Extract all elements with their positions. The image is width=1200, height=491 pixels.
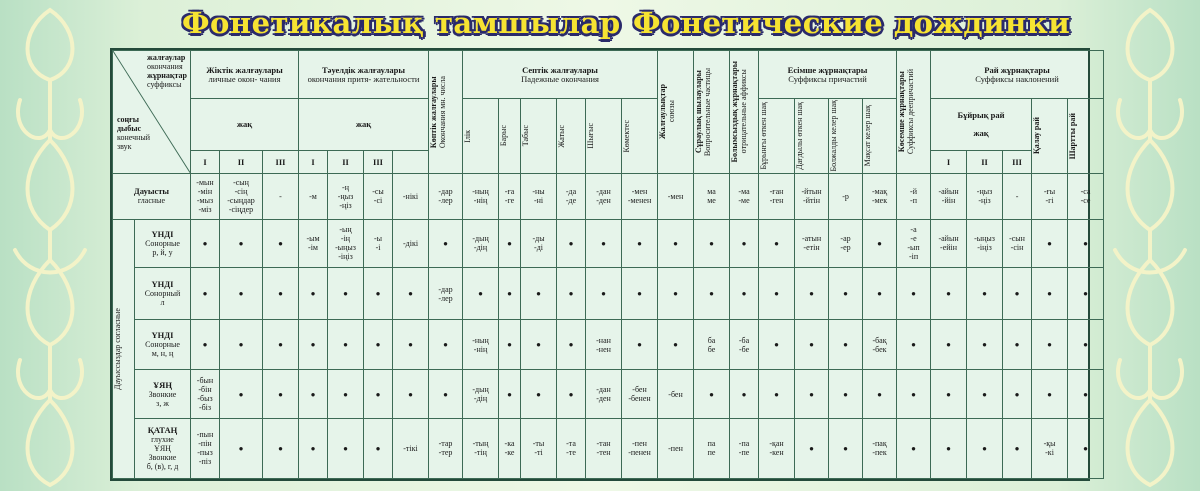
table-cell: -й -п	[897, 173, 931, 219]
esimshe-col-3-label: Мақсат келер шақ	[863, 105, 873, 167]
kalau-rai-label: Қалау рай	[1032, 117, 1042, 155]
row-label	[135, 370, 191, 418]
title-ru: Фонетические дождинки	[633, 6, 1071, 40]
phonetic-table	[112, 50, 1104, 479]
table-cell: -па -пе	[730, 418, 759, 478]
table-cell: ●	[364, 267, 393, 319]
table-cell: ●	[263, 418, 299, 478]
table-cell: ●	[299, 370, 328, 418]
table-cell: ●	[1032, 267, 1068, 319]
group-suraulyk-ru: Вопросительные частицы	[703, 67, 713, 156]
table-cell: ●	[829, 320, 863, 370]
row-label-ru: глухие ҰЯҢ Звонкие б, (в), г, д	[146, 434, 179, 471]
table-cell: ●	[1003, 267, 1032, 319]
table-cell: ●	[897, 320, 931, 370]
table-cell: ●	[730, 219, 759, 267]
row-label-ru: Сонорные р, й, у	[145, 238, 180, 257]
table-cell: ●	[220, 219, 263, 267]
table-cell: ●	[694, 219, 730, 267]
table-cell: ●	[829, 267, 863, 319]
table-cell: ●	[658, 320, 694, 370]
corner-bottom-kz: соңғы	[117, 114, 140, 124]
row-label-ru: гласные	[137, 196, 166, 206]
table-cell: ●	[499, 267, 521, 319]
table-cell: ●	[1068, 267, 1104, 319]
table-cell: -сы -сі	[364, 173, 393, 219]
table-cell: -ар -ер	[829, 219, 863, 267]
row-label	[135, 320, 191, 370]
table-cell: ●	[220, 370, 263, 418]
table-cell: ●	[463, 267, 499, 319]
table-row	[113, 219, 1104, 267]
table-cell: -пен -пенен	[622, 418, 658, 478]
row-label	[135, 418, 191, 478]
table-cell: -дан -ден	[586, 370, 622, 418]
esimshe-col-2	[829, 99, 863, 173]
table-cell: -дар -лер	[429, 173, 463, 219]
group-koptik-ru: Окончания мн. числа	[438, 75, 448, 148]
group-jalgaulyktar-ru: союзы	[667, 100, 677, 123]
group-kosemshe	[897, 51, 931, 174]
corner-bottom-ru: конечный	[117, 132, 151, 142]
corner-top-kz: жалғаулар	[147, 53, 186, 62]
table-cell: ●	[521, 320, 557, 370]
case-2	[521, 99, 557, 173]
table-cell: ●	[967, 418, 1003, 478]
table-cell: -ған -ген	[759, 173, 795, 219]
table-cell: -ның -нің	[463, 173, 499, 219]
row-label	[113, 173, 191, 219]
table-cell: -ба -бе	[730, 320, 759, 370]
esimshe-col-2-label: Болжалды келер шақ	[829, 100, 839, 172]
table-cell: ●	[557, 267, 586, 319]
table-cell: ●	[931, 267, 967, 319]
group-jiktik-kz: Жіктік жалғаулары	[206, 64, 283, 75]
table-cell: ●	[622, 219, 658, 267]
table-cell: ●	[429, 219, 463, 267]
table-cell: ●	[795, 370, 829, 418]
table-cell: -қан -кен	[759, 418, 795, 478]
taueldik-jak: жақ	[299, 99, 429, 151]
group-esimshe	[759, 51, 897, 99]
table-cell: ●	[795, 418, 829, 478]
table-cell: -мен	[658, 173, 694, 219]
table-cell: -дың -дің	[463, 370, 499, 418]
row-label-kz: ҰЯҢ	[153, 379, 172, 390]
corner-cell	[113, 51, 191, 174]
row-label-ru: Сонорные м, н, ң	[145, 340, 180, 359]
table-cell: ●	[429, 320, 463, 370]
table-cell: ●	[931, 320, 967, 370]
table-cell: ●	[967, 267, 1003, 319]
group-septik-kz: Септік жалғаулары	[522, 64, 598, 75]
table-cell: ●	[364, 418, 393, 478]
row-label	[135, 219, 191, 267]
table-cell: -мен -менен	[622, 173, 658, 219]
table-cell: -ың -ің -ыңыз -іңіз	[328, 219, 364, 267]
table-cell: ●	[586, 219, 622, 267]
table-cell: -ка -ке	[499, 418, 521, 478]
table-row	[113, 418, 1104, 478]
group-bolymsyz-ru: отрицательные аффиксы	[739, 69, 749, 154]
table-cell: ●	[586, 267, 622, 319]
group-jiktik-ru: личные окон- чания	[208, 73, 281, 84]
table-cell: -атын -етін	[795, 219, 829, 267]
table-cell: ●	[557, 370, 586, 418]
title-kz: Фонетикалық тамшылар	[182, 6, 621, 40]
table-cell: ●	[328, 370, 364, 418]
row-label-kz: ҮНДІ	[151, 279, 174, 290]
group-rai	[931, 51, 1104, 99]
sharty-rai-label: Шартты рай	[1068, 112, 1078, 160]
table-cell: ●	[863, 370, 897, 418]
table-cell: ●	[299, 267, 328, 319]
table-cell: ба бе	[694, 320, 730, 370]
group-jalgaulyktar-kz: Жалғаулықтар	[658, 84, 668, 140]
group-jiktik	[191, 51, 299, 99]
case-5-label: Көмектес	[622, 119, 632, 153]
table-row	[113, 173, 1104, 219]
table-cell: па пе	[694, 418, 730, 478]
esimshe-col-3	[863, 99, 897, 173]
table-cell: ●	[1032, 320, 1068, 370]
table-cell: -йтын -йтін	[795, 173, 829, 219]
table-cell: ●	[220, 320, 263, 370]
table-cell: ●	[694, 370, 730, 418]
table-cell: ●	[263, 320, 299, 370]
buiryk-kz: Бұйрық рай	[957, 110, 1005, 121]
corner-top-ru: суффиксы	[147, 80, 182, 89]
header-row-2	[113, 99, 1104, 151]
group-suraulyk	[694, 51, 730, 174]
table-cell: ●	[730, 267, 759, 319]
case-1-label: Барыс	[499, 125, 509, 147]
table-cell: ●	[499, 370, 521, 418]
table-cell: ●	[299, 418, 328, 478]
table-cell: -нан -нен	[586, 320, 622, 370]
table-cell: ●	[328, 418, 364, 478]
case-4	[586, 99, 622, 173]
group-rai-kz: Рай жұрнақтары	[984, 64, 1050, 75]
table-cell: ●	[429, 370, 463, 418]
table-cell: ●	[863, 267, 897, 319]
phonetic-table-board	[110, 48, 1090, 481]
table-cell: ●	[795, 320, 829, 370]
group-jalgaulyktar	[658, 51, 694, 174]
esimshe-col-1	[795, 99, 829, 173]
table-cell: -сын -сін	[1003, 219, 1032, 267]
kalau-rai	[1032, 99, 1068, 173]
table-cell: ●	[863, 219, 897, 267]
table-cell: -та -те	[557, 418, 586, 478]
table-cell: -мақ -мек	[863, 173, 897, 219]
table-cell: ●	[191, 320, 220, 370]
table-cell: -бен	[658, 370, 694, 418]
table-cell: ●	[263, 219, 299, 267]
table-cell: ●	[557, 219, 586, 267]
table-cell: ●	[1003, 320, 1032, 370]
group-kosemshe-ru: Суффиксы деепричастий	[906, 69, 916, 155]
corner-top-kz2: окончания	[147, 62, 183, 71]
table-cell: -дың -дің	[463, 219, 499, 267]
buiryk-person-2: II	[967, 151, 1003, 173]
taueldik-person-3: III	[364, 151, 393, 173]
table-cell: ●	[897, 370, 931, 418]
table-cell: -тан -тен	[586, 418, 622, 478]
table-cell: ●	[658, 219, 694, 267]
table-cell: ●	[220, 267, 263, 319]
row-label-kz: ҮНДІ	[151, 228, 174, 239]
jiktik-person-2: II	[220, 151, 263, 173]
esimshe-col-0-label: Бұрынғы өткен шақ	[759, 102, 769, 170]
table-cell: ●	[499, 320, 521, 370]
table-cell: -	[1003, 173, 1032, 219]
table-cell: ●	[1032, 370, 1068, 418]
group-bolymsyz-kz: Болымсыздық жұрнақтары	[730, 61, 740, 163]
esimshe-col-1-label: Дағдылы өткен шақ	[795, 102, 805, 170]
table-row	[113, 320, 1104, 370]
header-row-1	[113, 51, 1104, 99]
table-cell: -ым -ім	[299, 219, 328, 267]
table-cell: ●	[191, 219, 220, 267]
esimshe-col-0	[759, 99, 795, 173]
table-cell: -қы -кі	[1032, 418, 1068, 478]
table-cell: -айын -ейін	[931, 219, 967, 267]
table-cell: -ы -і	[364, 219, 393, 267]
table-cell: ●	[393, 267, 429, 319]
table-cell: ●	[795, 267, 829, 319]
group-koptik-kz: Көптік жалғаулары	[429, 75, 439, 148]
table-cell: ●	[759, 219, 795, 267]
group-taueldik-ru: окончания притя- жательности	[307, 73, 420, 84]
group-esimshe-ru: Суффиксы причастий	[788, 73, 867, 84]
table-cell: ●	[364, 370, 393, 418]
table-cell: ●	[1003, 418, 1032, 478]
table-cell: -тікі	[393, 418, 429, 478]
table-cell: ●	[897, 418, 931, 478]
table-cell: ●	[1032, 219, 1068, 267]
table-cell: ●	[499, 219, 521, 267]
case-5	[622, 99, 658, 173]
table-cell: -тар -тер	[429, 418, 463, 478]
table-cell: ●	[364, 320, 393, 370]
buiryk-person-1: I	[931, 151, 967, 173]
table-cell: -бақ -бек	[863, 320, 897, 370]
table-cell: -ғы -гі	[1032, 173, 1068, 219]
table-cell: ●	[759, 267, 795, 319]
table-cell: ●	[1068, 320, 1104, 370]
row-label-kz: ҮНДІ	[151, 330, 174, 341]
table-cell: ●	[393, 320, 429, 370]
table-cell: -дікі	[393, 219, 429, 267]
table-cell: ●	[759, 370, 795, 418]
row-label-ru: Звонкие з, ж	[148, 389, 177, 408]
table-cell: ●	[759, 320, 795, 370]
group-taueldik-kz: Тәуелдік жалғаулары	[322, 64, 406, 75]
table-cell: ●	[328, 267, 364, 319]
taueldik-extra	[393, 151, 429, 173]
table-cell: -ның -нің	[463, 320, 499, 370]
table-cell: -са -се	[1068, 173, 1104, 219]
jiktik-person-3: III	[263, 151, 299, 173]
case-0	[463, 99, 499, 173]
table-cell: ●	[263, 267, 299, 319]
table-cell: ●	[730, 370, 759, 418]
table-cell: ●	[967, 320, 1003, 370]
table-cell: ●	[694, 267, 730, 319]
table-cell: ●	[1068, 219, 1104, 267]
table-cell: ●	[931, 370, 967, 418]
table-cell: -ны -ні	[521, 173, 557, 219]
table-cell: -тың -тің	[463, 418, 499, 478]
group-septik	[463, 51, 658, 99]
corner-top-kz3: жұрнақтар	[147, 71, 187, 80]
table-cell: -пен	[658, 418, 694, 478]
table-cell: ●	[622, 320, 658, 370]
table-cell: -	[263, 173, 299, 219]
table-cell: -р	[829, 173, 863, 219]
row-label-kz: ҚАТАҢ	[147, 424, 178, 435]
group-bolymsyz	[730, 51, 759, 174]
case-1	[499, 99, 521, 173]
table-cell: -ға -ге	[499, 173, 521, 219]
table-cell: -дар -лер	[429, 267, 463, 319]
table-cell: -сың -сің -сыңдар -сіңдер	[220, 173, 263, 219]
table-row	[113, 267, 1104, 319]
group-koptik	[429, 51, 463, 174]
case-2-label: Табыс	[521, 125, 531, 147]
table-cell: ●	[521, 370, 557, 418]
table-cell: -дан -ден	[586, 173, 622, 219]
right-ornament	[1100, 0, 1200, 491]
table-cell: -мын -мін -мыз -міз	[191, 173, 220, 219]
jiktik-jak: жақ	[191, 99, 299, 151]
table-cell: ма ме	[694, 173, 730, 219]
table-cell: ●	[1068, 418, 1104, 478]
table-cell: ●	[967, 370, 1003, 418]
table-cell: ●	[191, 267, 220, 319]
buiryk-person-3: III	[1003, 151, 1032, 173]
table-cell: ●	[829, 418, 863, 478]
case-4-label: Шығыс	[586, 123, 596, 149]
table-cell: -нікі	[393, 173, 429, 219]
jiktik-person-1: I	[191, 151, 220, 173]
row-label-kz: Дауысты	[133, 186, 170, 197]
buiryk-jak: жақ	[973, 128, 989, 139]
table-cell: -да -де	[557, 173, 586, 219]
table-cell: -ты -ті	[521, 418, 557, 478]
buiryk-header	[931, 99, 1032, 151]
side-label: Дауыссыздар согласные	[113, 307, 122, 390]
sharty-rai	[1068, 99, 1104, 173]
table-cell: -а -е -ып -іп	[897, 219, 931, 267]
group-suraulyk-kz: Сұраулық шылаулары	[694, 70, 704, 154]
table-cell: ●	[622, 267, 658, 319]
left-ornament	[0, 0, 100, 491]
case-3-label: Жатыс	[557, 124, 567, 148]
table-cell: ●	[521, 267, 557, 319]
table-cell: -ңыз -ңіз	[967, 173, 1003, 219]
table-cell: -бен -бенен	[622, 370, 658, 418]
table-cell: -ды -ді	[521, 219, 557, 267]
row-label	[135, 267, 191, 319]
table-cell: -м	[299, 173, 328, 219]
table-cell: ●	[328, 320, 364, 370]
table-cell: ●	[393, 370, 429, 418]
group-kosemshe-kz: Көсемше жұрнақтары	[897, 71, 907, 153]
taueldik-person-2: II	[328, 151, 364, 173]
table-cell: ●	[897, 267, 931, 319]
table-cell: -ң -ңыз -ңіз	[328, 173, 364, 219]
table-cell: ●	[1003, 370, 1032, 418]
case-3	[557, 99, 586, 173]
table-cell: -пақ -пек	[863, 418, 897, 478]
table-cell: ●	[220, 418, 263, 478]
table-cell: ●	[931, 418, 967, 478]
table-cell: -айын -йін	[931, 173, 967, 219]
group-rai-ru: Суффиксы наклонений	[975, 73, 1059, 84]
corner-bottom-ru2: звук	[117, 141, 132, 151]
table-cell: ●	[263, 370, 299, 418]
group-taueldik	[299, 51, 429, 99]
row-label-ru: Сонорный л	[144, 289, 181, 308]
table-cell: ●	[557, 320, 586, 370]
table-cell: -ыңыз -іңіз	[967, 219, 1003, 267]
table-cell: -бын -бін -быз -біз	[191, 370, 220, 418]
group-septik-ru: Падежные окончания	[521, 73, 599, 84]
group-esimshe-kz: Есімше жұрнақтары	[787, 64, 868, 75]
case-0-label: Ілік	[463, 129, 473, 143]
corner-bottom-kz2: дыбыс	[117, 123, 142, 133]
table-cell: -ма -ме	[730, 173, 759, 219]
table-cell: ●	[299, 320, 328, 370]
table-cell: ●	[829, 370, 863, 418]
table-cell: ●	[1068, 370, 1104, 418]
table-cell: -пын -пін -пыз -піз	[191, 418, 220, 478]
table-row	[113, 370, 1104, 418]
taueldik-person-1: I	[299, 151, 328, 173]
side-label-cell	[113, 219, 135, 478]
table-cell: ●	[658, 267, 694, 319]
